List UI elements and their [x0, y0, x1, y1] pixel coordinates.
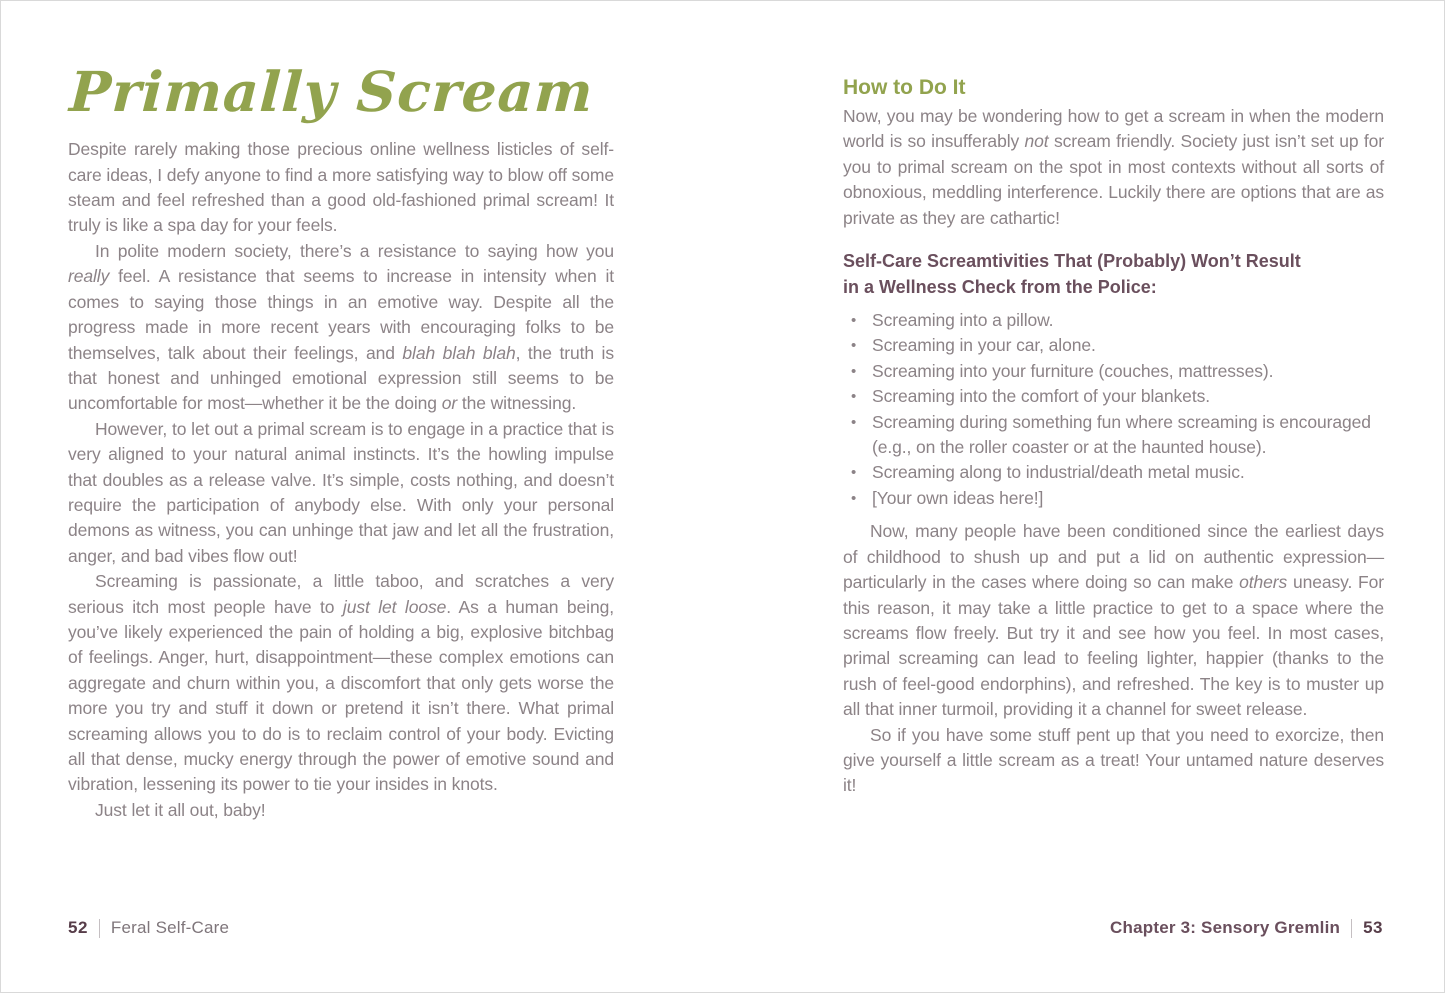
right-page-footer — [1110, 918, 1383, 938]
list-item: • Screaming during something fun where screaming is encouraged (e.g., on the roller coaster or at the haunted house). — [843, 410, 1384, 461]
body-paragraph: However, to let out a primal scream is to engage in a practice that is very aligned to your natural animal instincts. It’s the howling impulse that doubles as a release valve. It’s simple, costs nothing, and doesn’t require the participation of anybody else. With only your personal demons as witness, you can unhinge that jaw and let all the frustration, anger, and bad vibes flow out! — [68, 418, 614, 566]
body-paragraph: Despite rarely making those precious online wellness listicles of self-care ideas, I defy anyone to find a more satisfying way to blow off some steam and feel refreshed than a good old-fashioned primal scream! It truly is like a spa day for your feels. — [68, 139, 614, 236]
section-heading: How to Do It — [843, 76, 966, 99]
page-title: Primally Scream — [67, 59, 596, 124]
list-item: • [Your own ideas here!] — [843, 486, 1384, 511]
book-title: Feral Self-Care — [110, 918, 230, 937]
list-item: • Screaming into a pillow. — [843, 308, 1384, 333]
footer-divider — [99, 919, 100, 938]
list-item: • Screaming into your furniture (couches, mattresses). — [843, 359, 1384, 384]
right-page-number: 53 — [1363, 918, 1383, 937]
screamtivities-list — [843, 308, 1384, 511]
body-paragraph: So if you have some stuff pent up that you need to exorcize, then give yourself a little scream as a treat! Your untamed nature deserves it! — [843, 724, 1384, 796]
right-page — [843, 76, 1384, 799]
chapter-title: Chapter 3: Sensory Gremlin — [1110, 918, 1341, 937]
body-paragraph: Now, many people have been conditioned since the earliest days of childhood to shush up and put a lid on authentic expression—particularly in the cases where doing so can make others uneasy. For this reason, it may take a little practice to get to a space where the screams flow freely. But try it and see how you feel. In most cases, primal screaming can lead to feeling lighter, happier (thanks to the rush of feel-good endorphins), and refreshed. The key is to muster up all that inner turmoil, providing it a channel for sweet release. — [843, 521, 1384, 720]
left-page — [68, 60, 614, 823]
right-page-body — [843, 519, 1384, 798]
body-paragraph: Just let it all out, baby! — [95, 799, 266, 820]
left-page-body — [68, 137, 614, 823]
intro-paragraph: Now, you may be wondering how to get a scream in when the modern world is so insufferably not scream friendly. Society just isn’t set up for you to primal scream on the spot in most contexts without all sorts of obnoxious, meddling interference. Luckily there are options that are as private as they are cathartic! — [843, 106, 1384, 228]
footer-divider — [1351, 919, 1352, 938]
list-item: • Screaming into the comfort of your blankets. — [843, 384, 1384, 409]
body-paragraph: In polite modern society, there’s a resistance to saying how you really feel. A resistance that seems to increase in intensity when it comes to saying those things in an emotive way. Despite all the progress made in more recent years with encouraging folks to be themselves, talk about their feelings, and blah blah blah, the truth is that honest and unhinged emotional expression still seems to be uncomfortable for most—whether it be the doing or the witnessing. — [68, 240, 614, 414]
left-page-footer — [68, 918, 229, 938]
list-item: • Screaming in your car, alone. — [843, 333, 1384, 358]
body-paragraph: Screaming is passionate, a little taboo, and scratches a very serious itch most people have to just let loose. As a human being, you’ve likely experienced the pain of holding a big, explosive bitchbag of feelings. Anger, hurt, disappointment—these complex emotions can aggregate and churn within you, a discomfort that only gets worse the more you try and stuff it down or pretend it isn’t there. What primal screaming allows you to do is to reclaim control of your body. Evicting all that dense, mucky energy through the power of emotive sound and vibration, lessening its power to tie your insides in knots. — [68, 571, 614, 795]
list-heading: Self-Care Screamtivities That (Probably) Won’t Result in a Wellness Check from the Police: — [843, 251, 1301, 298]
list-item: • Screaming along to industrial/death metal music. — [843, 460, 1384, 485]
left-page-number: 52 — [68, 918, 88, 937]
